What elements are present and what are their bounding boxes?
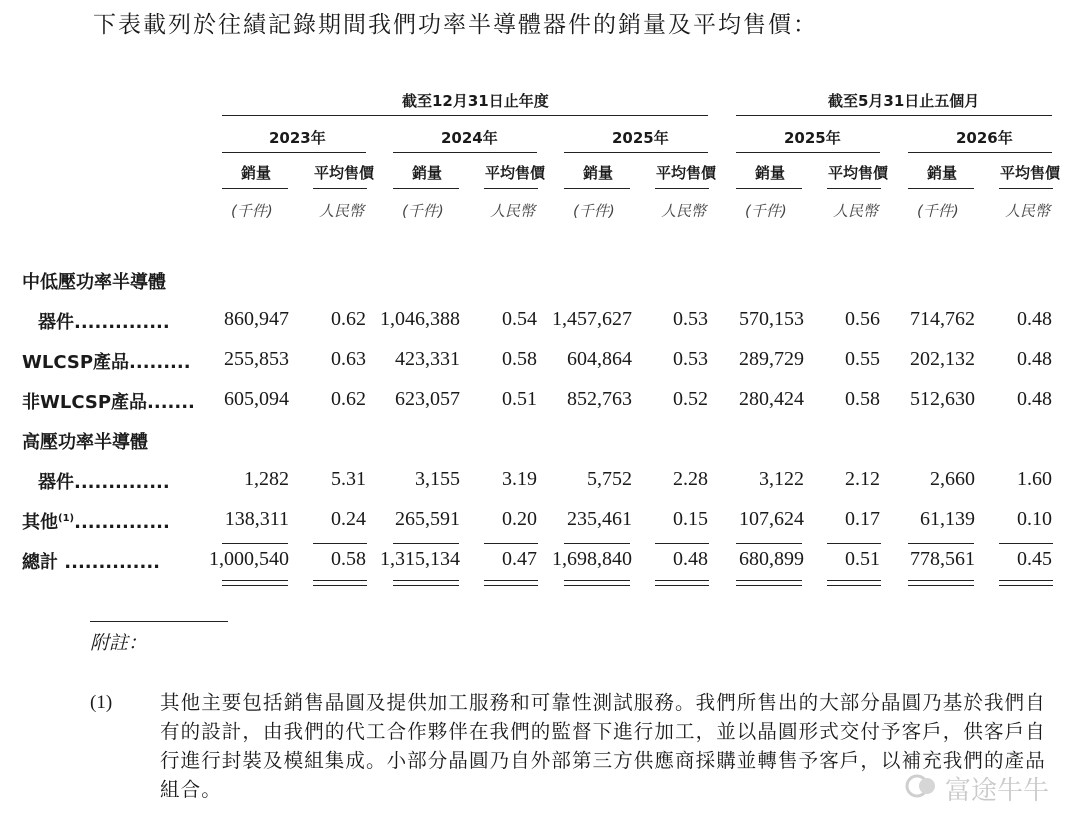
col-volume: 銷量 [755,164,786,182]
cell-volume: 3,122 [759,468,804,490]
cell-volume: 778,561 [910,548,975,570]
col-rule [827,188,881,189]
unit-thousand-units: (千件) [402,202,444,220]
year-header-2025: 2025年 [612,129,669,147]
group-rule-year [222,115,708,116]
col-rule [908,188,974,189]
cell-avg-price: 0.52 [673,388,708,410]
cell-volume: 280,424 [739,388,804,410]
cell-avg-price: 0.62 [331,308,366,330]
total-double-rule [655,580,709,586]
cell-avg-price: 2.28 [673,468,708,490]
row-label-devices-low-mid: 器件.............. [38,312,170,333]
subtotal-rule [313,543,367,544]
cell-volume: 202,132 [910,348,975,370]
year-header-2024: 2024年 [441,129,498,147]
cell-avg-price: 0.45 [1017,548,1052,570]
cell-volume: 265,591 [395,508,460,530]
cell-volume: 107,624 [739,508,804,530]
year-header-2025-5m: 2025年 [784,129,841,147]
row-label-others [22,508,170,534]
note-number: (1) [90,692,113,713]
subtotal-rule [484,543,538,544]
cell-avg-price: 0.55 [845,348,880,370]
row-label-devices-high: 器件.............. [38,472,170,493]
col-avg-price: 平均售價 [1000,164,1061,182]
cell-avg-price: 0.48 [1017,308,1052,330]
year-rule [393,152,537,153]
cell-volume: 5,752 [587,468,632,490]
cell-avg-price: 0.48 [673,548,708,570]
cell-volume: 2,660 [930,468,975,490]
total-double-rule [564,580,630,586]
cell-avg-price: 5.31 [331,468,366,490]
col-avg-price: 平均售價 [828,164,889,182]
cell-avg-price: 0.48 [1017,348,1052,370]
cell-avg-price: 0.51 [845,548,880,570]
unit-thousand-units: (千件) [231,202,273,220]
col-volume: 銷量 [927,164,958,182]
subtotal-rule [222,543,288,544]
col-rule [484,188,538,189]
row-label-others-dots: .............. [74,512,170,533]
cell-volume: 61,139 [920,508,975,530]
total-double-rule [736,580,802,586]
col-rule [564,188,630,189]
cell-volume: 570,153 [739,308,804,330]
row-label-non-wlcsp: 非WLCSP產品....... [22,392,195,413]
futu-logo-icon [905,772,937,800]
col-volume: 銷量 [583,164,614,182]
group-rule-five-months [736,115,1052,116]
cell-volume: 680,899 [739,548,804,570]
notes-title: 附註： [90,632,148,654]
notes-separator [90,621,228,622]
total-double-rule [313,580,367,586]
cell-volume: 255,853 [224,348,289,370]
year-header-2023: 2023年 [269,129,326,147]
cell-avg-price: 0.15 [673,508,708,530]
col-volume: 銷量 [412,164,443,182]
cell-avg-price: 0.48 [1017,388,1052,410]
row-label-total: 總計 .............. [22,552,160,573]
total-double-rule [393,580,459,586]
unit-thousand-units: (千件) [745,202,787,220]
col-avg-price: 平均售價 [485,164,546,182]
section-high-voltage: 高壓功率半導體 [22,432,148,453]
unit-rmb: 人民幣 [319,202,365,220]
year-rule [564,152,708,153]
unit-rmb: 人民幣 [833,202,879,220]
subtotal-rule [827,543,881,544]
cell-volume: 623,057 [395,388,460,410]
cell-volume: 289,729 [739,348,804,370]
cell-volume: 423,331 [395,348,460,370]
cell-avg-price: 0.58 [502,348,537,370]
total-double-rule [484,580,538,586]
cell-avg-price: 0.62 [331,388,366,410]
cell-avg-price: 0.47 [502,548,537,570]
cell-avg-price: 0.17 [845,508,880,530]
cell-volume: 1,457,627 [552,308,632,330]
cell-volume: 1,282 [244,468,289,490]
cell-volume: 3,155 [415,468,460,490]
cell-avg-price: 0.54 [502,308,537,330]
cell-avg-price: 3.19 [502,468,537,490]
intro-text: 下表載列於往績記錄期間我們功率半導體器件的銷量及平均售價： [93,12,818,38]
cell-volume: 138,311 [224,508,289,530]
cell-avg-price: 0.63 [331,348,366,370]
cell-avg-price: 1.60 [1017,468,1052,490]
col-rule [393,188,459,189]
subtotal-rule [393,543,459,544]
cell-avg-price: 0.51 [502,388,537,410]
col-rule [313,188,367,189]
cell-volume: 1,046,388 [380,308,460,330]
unit-thousand-units: (千件) [573,202,615,220]
row-label-wlcsp: WLCSP產品......... [22,352,191,373]
note-text: 其他主要包括銷售晶圓及提供加工服務和可靠性測試服務。我們所售出的大部分晶圓乃基於我們自有的設計，由我們的代工合作夥伴在我們的監督下進行加工，並以晶圓形式交付予客戶，供客戶自行進行封裝及模組集成。小部分晶圓乃自外部第三方供應商採購並轉售予客戶，以補充我們的產品組合。 [160,691,1046,801]
year-rule [736,152,880,153]
cell-avg-price: 0.53 [673,308,708,330]
cell-volume: 604,864 [567,348,632,370]
cell-volume: 852,763 [567,388,632,410]
cell-volume: 714,762 [910,308,975,330]
cell-volume: 235,461 [567,508,632,530]
group-header-year: 截至12月31日止年度 [402,92,549,110]
cell-avg-price: 2.12 [845,468,880,490]
subtotal-rule [736,543,802,544]
unit-thousand-units: (千件) [917,202,959,220]
cell-volume: 512,630 [910,388,975,410]
row-label-others-text: 其他 [22,512,58,533]
subtotal-rule [655,543,709,544]
unit-rmb: 人民幣 [490,202,536,220]
section-low-mid-voltage: 中低壓功率半導體 [22,272,166,293]
cell-avg-price: 0.20 [502,508,537,530]
col-rule [736,188,802,189]
cell-volume: 1,698,840 [552,548,632,570]
cell-avg-price: 0.53 [673,348,708,370]
subtotal-rule [999,543,1053,544]
cell-volume: 860,947 [224,308,289,330]
col-volume: 銷量 [241,164,272,182]
group-header-five-months: 截至5月31日止五個月 [828,92,980,110]
col-rule [999,188,1053,189]
cell-volume: 1,000,540 [209,548,289,570]
cell-avg-price: 0.10 [1017,508,1052,530]
cell-avg-price: 0.58 [845,388,880,410]
cell-avg-price: 0.56 [845,308,880,330]
total-double-rule [999,580,1053,586]
subtotal-rule [564,543,630,544]
year-rule [908,152,1052,153]
year-header-2026-5m: 2026年 [956,129,1013,147]
cell-avg-price: 0.24 [331,508,366,530]
col-rule [222,188,288,189]
year-rule [222,152,366,153]
total-double-rule [827,580,881,586]
cell-volume: 605,094 [224,388,289,410]
footnote-ref: (1) [58,513,75,524]
total-double-rule [222,580,288,586]
unit-rmb: 人民幣 [1005,202,1051,220]
unit-rmb: 人民幣 [661,202,707,220]
total-double-rule [908,580,974,586]
watermark-text: 富途牛牛 [945,776,1050,806]
col-avg-price: 平均售價 [314,164,375,182]
subtotal-rule [908,543,974,544]
cell-volume: 1,315,134 [380,548,460,570]
cell-avg-price: 0.58 [331,548,366,570]
col-avg-price: 平均售價 [656,164,717,182]
col-rule [655,188,709,189]
